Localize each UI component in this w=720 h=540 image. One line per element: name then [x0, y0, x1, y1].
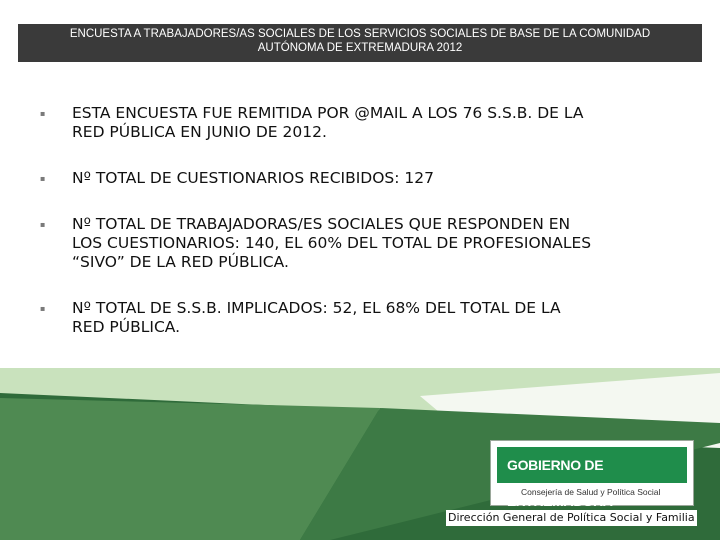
logo-subtitle: Consejería de Salud y Política Social — [521, 487, 661, 497]
bullet-list — [40, 104, 680, 337]
bullet-text-line: ESTA ENCUESTA FUE REMITIDA POR @MAIL A LOS 76 S.S.B. DE LA — [72, 104, 584, 122]
bullet-item — [40, 104, 680, 142]
logo-name: GOBIERNO DE EXTREMADURA — [497, 447, 687, 483]
bullet-text-line: Nº TOTAL DE S.S.B. IMPLICADOS: 52, EL 68% DEL TOTAL DE LA — [72, 299, 561, 317]
bullet-text-line: LOS CUESTIONARIOS: 140, EL 60% DEL TOTAL DE PROFESIONALES — [72, 234, 592, 252]
header-title-line2: AUTÓNOMA DE EXTREMADURA 2012 — [257, 42, 463, 54]
bullet-text-line: Nº TOTAL DE CUESTIONARIOS RECIBIDOS: 127 — [72, 169, 434, 187]
bullet-icon: ▪ — [40, 220, 46, 229]
bullet-item — [40, 299, 680, 337]
bullet-icon: ▪ — [40, 174, 46, 183]
header-title-line1: ENCUESTA A TRABAJADORES/AS SOCIALES DE LOS SERVICIOS SOCIALES DE BASE DE LA COMUNIDAD — [69, 28, 651, 40]
bullet-text-line: Nº TOTAL DE TRABAJADORAS/ES SOCIALES QUE RESPONDEN EN — [72, 215, 571, 233]
bullet-text-line: “SIVO” DE LA RED PÚBLICA. — [72, 253, 289, 271]
bullet-text-line: RED PÚBLICA. — [72, 318, 181, 336]
bullet-icon: ▪ — [40, 109, 46, 118]
bullet-item — [40, 215, 680, 272]
footer-text: Dirección General de Política Social y Familia — [448, 511, 695, 524]
bullet-item — [40, 169, 680, 188]
header-bar — [18, 24, 702, 62]
logo-gobierno-extremadura — [490, 440, 694, 509]
bullet-text-line: RED PÚBLICA EN JUNIO DE 2012. — [72, 123, 327, 141]
bullet-icon: ▪ — [40, 304, 46, 313]
